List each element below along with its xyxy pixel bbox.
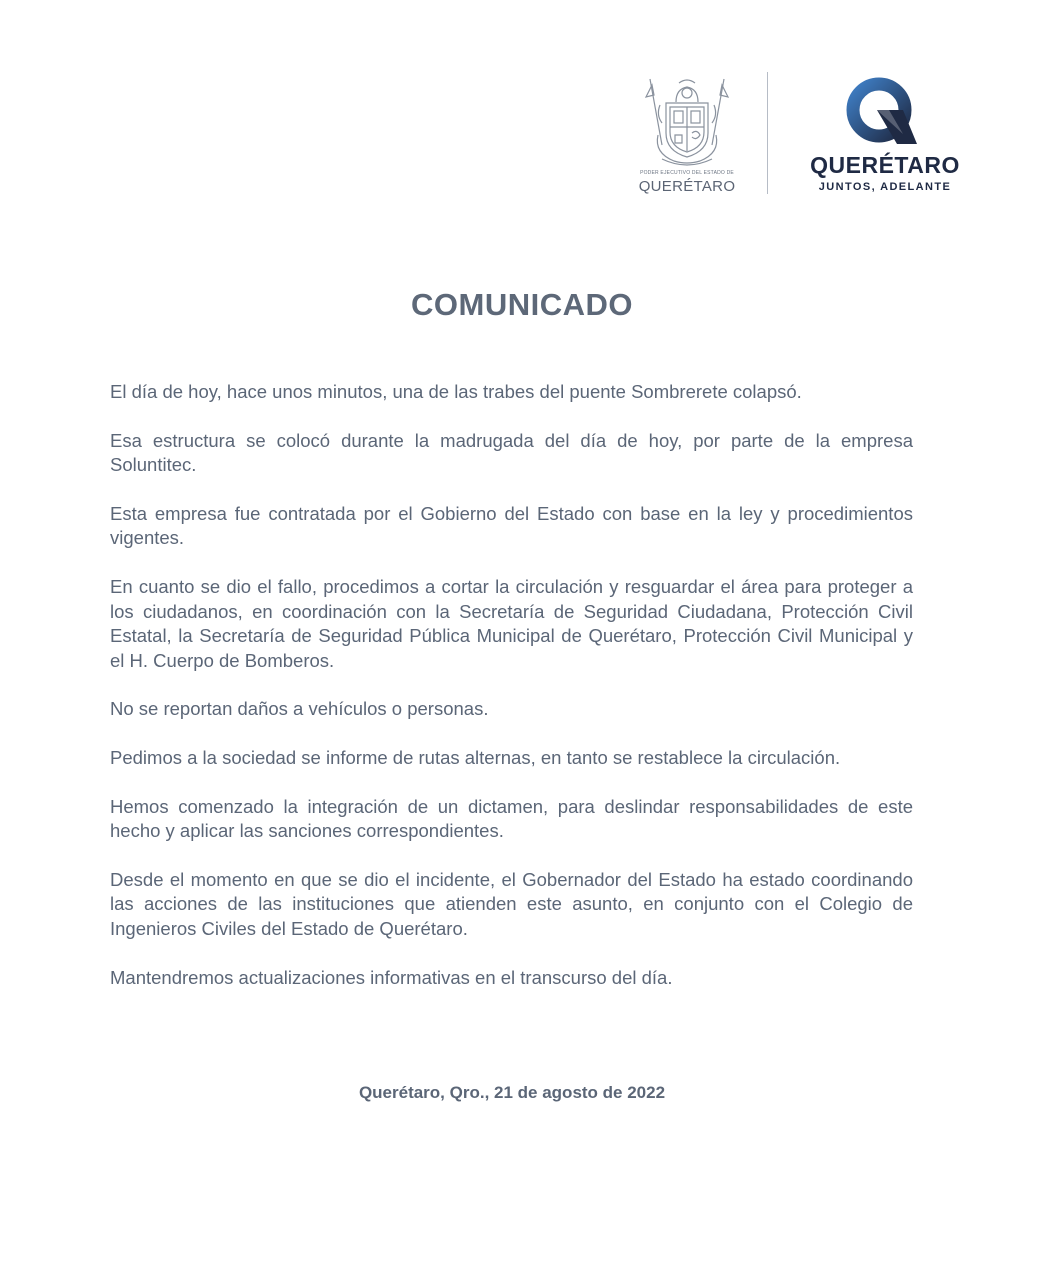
- paragraph: El día de hoy, hace unos minutos, una de las trabes del puente Sombrerete colapsó.: [110, 381, 802, 402]
- paragraph: Pedimos a la sociedad se informe de rutas alternas, en tanto se restablece la circulación.: [110, 746, 841, 768]
- brand-name: QUERÉTARO: [810, 152, 960, 178]
- queretaro-brand-logo: [800, 70, 970, 200]
- seal-caption: PODER EJECUTIVO DEL ESTADO DE: [640, 170, 734, 176]
- queretaro-q-logo-icon: [845, 76, 925, 150]
- paragraph: Mantendremos actualizaciones informativas en el transcurso del día.: [110, 966, 673, 988]
- paragraph: Esta empresa fue contratada por el Gobierno del Estado con base en la ley y procedimientos vigentes.: [110, 502, 913, 549]
- paragraph: En cuanto se dio el fallo, procedimos a cortar la circulación y resguardar el área para proteger a los ciudadanos, en coordinación con la Secretaría de Seguridad Ciudadana, Protección Civil Estatal, la Secretaría de Seguridad Pública Municipal de Querétaro, Protección Civil Municipal y el H. Cuerpo de Bomberos.: [110, 575, 913, 671]
- brand-tagline: JUNTOS, ADELANTE: [818, 181, 952, 193]
- place-and-date: Querétaro, Qro., 21 de agosto de 2022: [358, 1083, 666, 1102]
- state-seal: [632, 70, 742, 200]
- paragraph: Hemos comenzado la integración de un dictamen, para deslindar responsabilidades de este hecho y aplicar las sanciones correspondientes.: [110, 795, 913, 842]
- header-divider: [767, 72, 768, 194]
- paragraph: Esa estructura se colocó durante la madrugada del día de hoy, por parte de la empresa Soluntitec.: [110, 429, 913, 476]
- letterhead: [620, 70, 970, 200]
- coat-of-arms-icon: [644, 75, 730, 170]
- seal-state-name: QUERÉTARO: [638, 178, 736, 195]
- paragraph: Desde el momento en que se dio el incidente, el Gobernador del Estado ha estado coordinando las acciones de las instituciones que atienden este asunto, en conjunto con el Colegio de Ingenieros Civiles del Estado de Querétaro.: [110, 868, 913, 939]
- document-title: COMUNICADO: [411, 287, 633, 322]
- communique-body: [110, 380, 913, 1014]
- paragraph: No se reportan daños a vehículos o personas.: [110, 698, 489, 720]
